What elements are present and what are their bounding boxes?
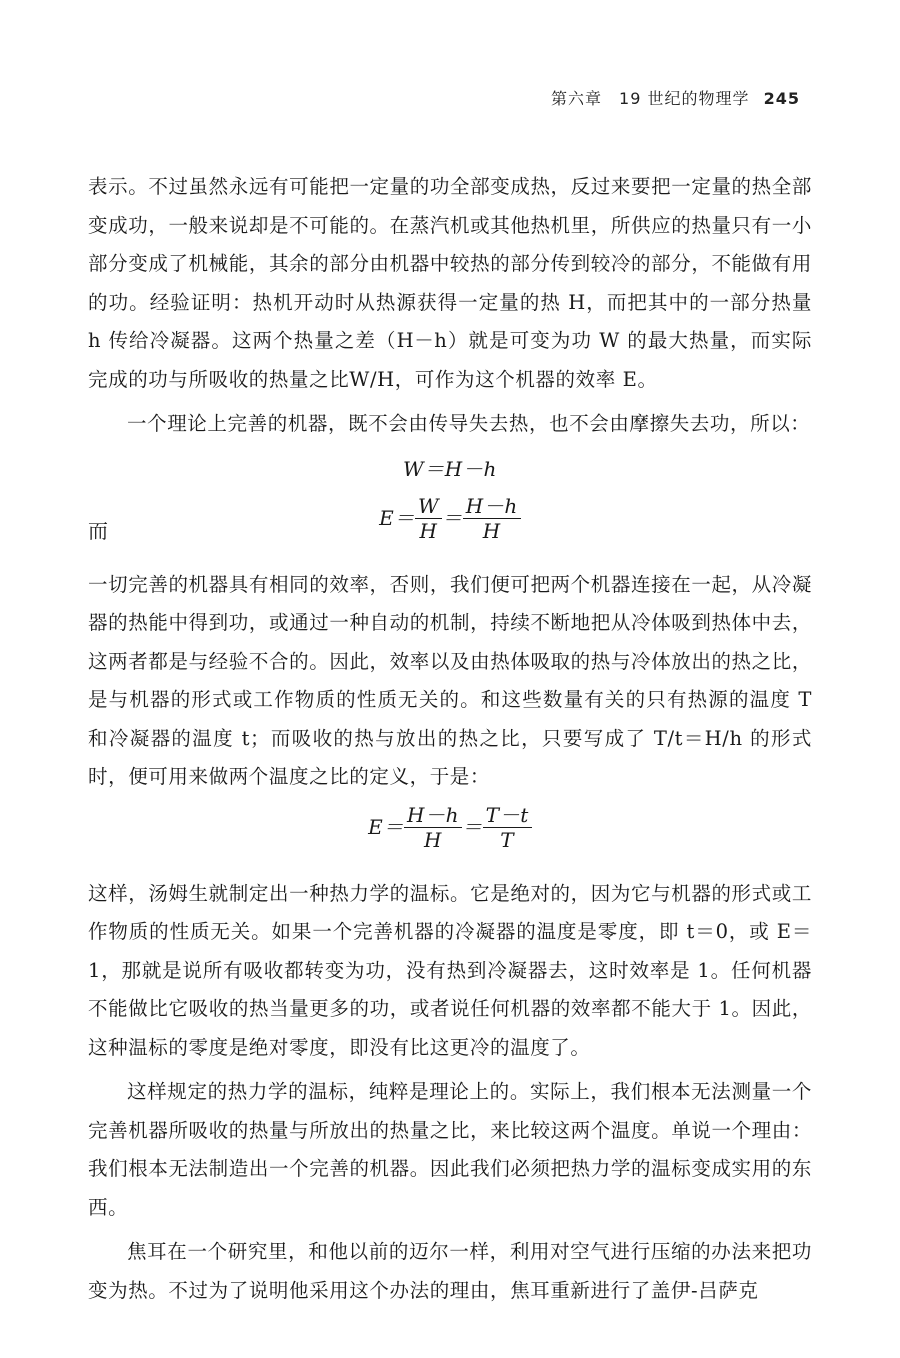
page-number: 245 (763, 89, 800, 108)
formula-work (88, 450, 812, 490)
formula-lhs: E＝ (368, 815, 404, 839)
fraction (483, 803, 532, 852)
fraction (463, 494, 521, 543)
paragraph-6: 焦耳在一个研究里，和他以前的迈尔一样，利用对空气进行压缩的办法来把功变为热。不过为了说明他采用这个办法的理由，焦耳重新进行了盖伊-吕萨克 (88, 1240, 812, 1302)
paragraph-5: 这样规定的热力学的温标，纯粹是理论上的。实际上，我们根本无法测量一个完善机器所吸收的热量与所放出的热量之比，来比较这两个温度。单说一个理由：我们根本无法制造出一个完善的机器。因此我们必须把热力学的温标变成实用的东西。 (88, 1080, 812, 1219)
fraction (415, 494, 442, 543)
fraction-denominator: H (423, 827, 443, 852)
paragraph-1: 表示。不过虽然永远有可能把一定量的功全部变成热，反过来要把一定量的热全部变成功，一般来说却是不可能的。在蒸汽机或其他热机里，所供应的热量只有一小部分变成了机械能，其余的部分由机器中较热的部分传到较冷的部分，不能做有用的功。经验证明：热机开动时从热源获得一定量的热 H，而把其中的一部分热量 h 传给冷凝器。这两个热量之差（H－h）就是可变为功 W 的最大热量，而实际完成的功与所吸收的热量之比W/H，可作为这个机器的效率 E。 (88, 175, 812, 391)
running-header (551, 86, 800, 109)
formula-temperature-ratio (88, 803, 812, 871)
fraction-denominator: H (419, 518, 438, 543)
formula-lead-word: 而 (88, 518, 109, 543)
page-body (88, 168, 812, 1316)
equals-sign: ＝ (462, 815, 483, 839)
fraction-numerator: T－t (483, 803, 532, 828)
formula-work-text: W＝H－h (403, 456, 497, 481)
equals-sign: ＝ (442, 506, 463, 530)
paragraph-3: 一切完善的机器具有相同的效率，否则，我们便可把两个机器连接在一起，从冷凝器的热能中得到功，或通过一种自动的机制，持续不断地把从冷体吸到热体中去，这两者都是与经验不合的。因此，效率以及由热体吸取的热与冷体放出的热之比，是与机器的形式或工作物质的性质无关的。和这些数量有关的只有热源的温度 T 和冷凝器的温度 t；而吸收的热与放出的热之比，只要写成了 T/t＝H/h 的形式时，便可用来做两个温度之比的定义，于是： (88, 572, 812, 788)
paragraph-2: 一个理论上完善的机器，既不会由传导失去热，也不会由摩擦失去功，所以： (127, 412, 811, 435)
chapter-title: 第六章 19 世纪的物理学 (551, 89, 750, 108)
fraction-numerator: H－h (463, 494, 521, 519)
fraction-denominator: H (482, 518, 501, 543)
formula-efficiency (88, 494, 812, 562)
fraction-denominator: T (500, 827, 515, 852)
formula-lhs: E＝ (379, 506, 415, 530)
paragraph-4: 这样，汤姆生就制定出一种热力学的温标。它是绝对的，因为它与机器的形式或工作物质的性质无关。如果一个完善机器的冷凝器的温度是零度，即 t＝0，或 E＝1，那就是说所有吸收都转变为功，没有热到冷凝器去，这时效率是 1。任何机器不能做比它吸收的热当量更多的功，或者说任何机器的效率都不能大于 1。因此，这种温标的零度是绝对零度，即没有比这更冷的温度了。 (88, 881, 812, 1059)
fraction-numerator: H－h (404, 803, 462, 828)
fraction-numerator: W (415, 494, 442, 519)
fraction (404, 803, 462, 852)
